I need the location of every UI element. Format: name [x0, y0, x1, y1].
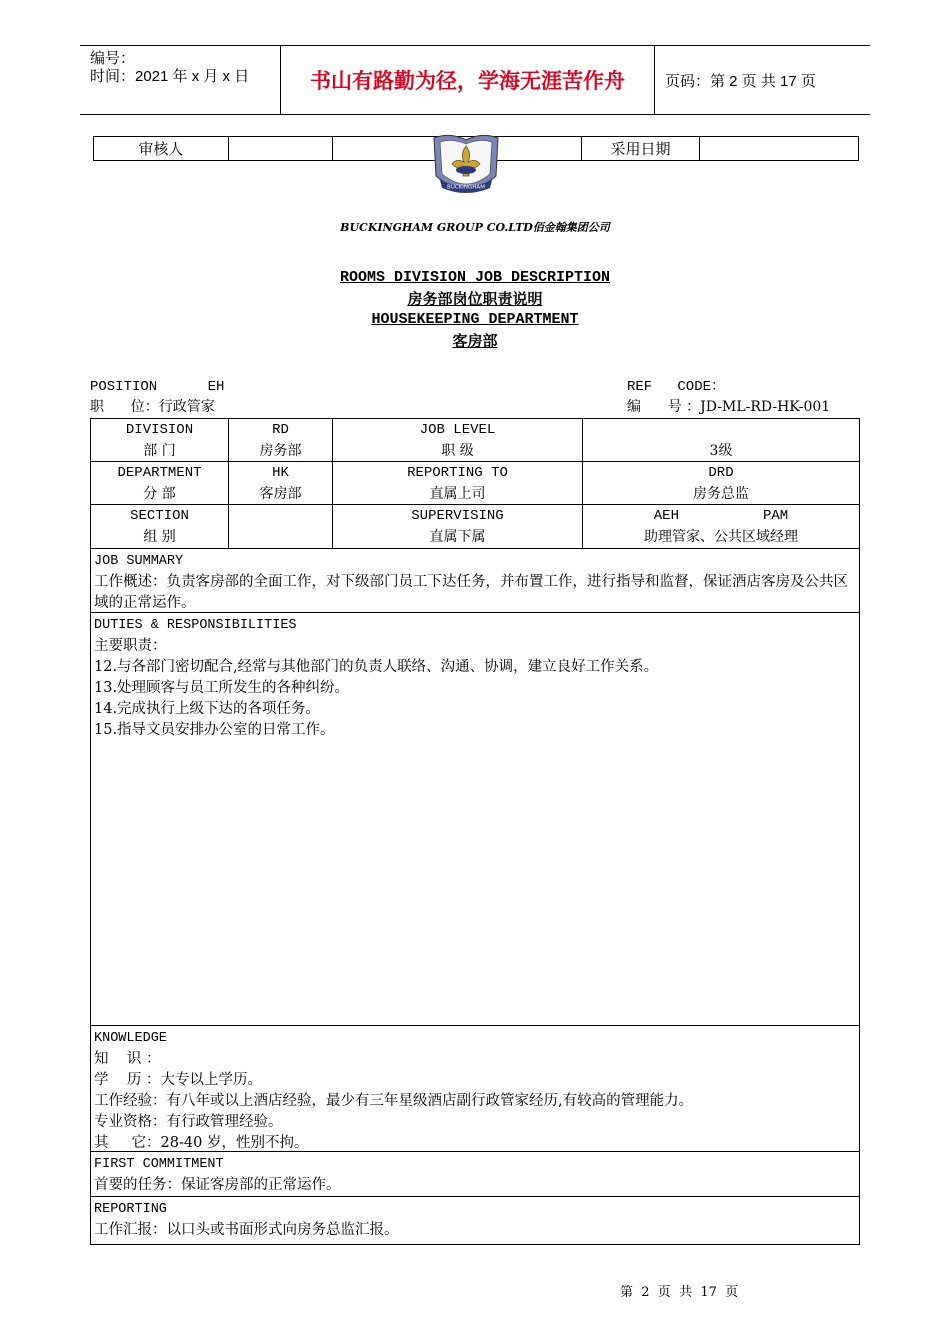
department-en: HOUSEKEEPING DEPARTMENT	[371, 311, 579, 328]
department-cn: 客房部	[452, 332, 498, 350]
motto: 书山有路勤为径，学海无涯苦作舟	[310, 70, 625, 93]
job-description-table	[90, 418, 860, 1245]
list-item: 15.指导文员安排办公室的日常工作。	[94, 722, 335, 738]
adopt-date-value	[700, 137, 859, 161]
list-item: 专业资格：有行政管理经验。	[94, 1114, 283, 1130]
list-item: 其 它：28-40 岁，性别不拘。	[94, 1135, 309, 1151]
ref-code-en: REF CODE：	[627, 379, 726, 395]
first-commitment-section	[91, 1152, 859, 1197]
table-row: SECTION 组 别 SUPERVISING 直属下属 AEH PAM 助理管家、公共区域经理	[91, 505, 859, 549]
list-item: 14.完成执行上级下达的各项任务。	[94, 701, 321, 717]
knowledge-section	[91, 1026, 859, 1152]
table-row: DEPARTMENT 分 部 HK 客房部 REPORTING TO 直属上司 DRD 房务总监	[91, 462, 859, 505]
reviewer-value	[228, 137, 333, 161]
page-footer: 第 2 页 共 17 页	[620, 1285, 739, 1300]
duties-section	[91, 613, 859, 1026]
page-label: 页码：第 2 页 共 17 页	[665, 72, 816, 90]
duties-heading: 主要职责：	[94, 638, 167, 654]
buckingham-logo-icon	[430, 130, 502, 202]
ref-code-cn: 编 号 ：JD-ML-RD-HK-001	[627, 399, 831, 415]
list-item: 工作经验：有八年或以上酒店经验，最少有三年星级酒店副行政管家经历,有较高的管理能力。	[94, 1093, 694, 1109]
reporting-label: REPORTING	[94, 1202, 167, 1217]
company-name: BUCKINGHAM GROUP CO.LTD佰金翰集团公司	[340, 221, 610, 234]
title-en: ROOMS DIVISION JOB DESCRIPTION	[339, 269, 611, 286]
first-commitment-text: 首要的任务：保证客房部的正常运作。	[94, 1177, 341, 1193]
header-left	[90, 50, 249, 86]
job-summary-section	[91, 549, 859, 613]
reviewer-label: 审核人	[94, 137, 229, 161]
table-row: DIVISION 部 门 RD 房务部 JOB LEVEL 职 级 3级	[91, 419, 859, 462]
logo-text: BUCKINGHAM	[447, 184, 485, 191]
list-item: 12.与各部门密切配合,经常与其他部门的负责人联络、沟通、协调，建立良好工作关系。	[94, 659, 659, 675]
list-item: 13.处理顾客与员工所发生的各种纠纷。	[94, 680, 350, 696]
first-commitment-label: FIRST COMMITMENT	[94, 1157, 224, 1172]
reporting-section	[91, 1197, 859, 1244]
adopt-date-label: 采用日期	[581, 137, 700, 161]
knowledge-heading: 知 识 ：	[94, 1051, 161, 1067]
list-item: 学 历 ：大专以上学历。	[94, 1072, 263, 1088]
job-summary-label: JOB SUMMARY	[94, 554, 184, 569]
page-header	[80, 45, 870, 115]
duties-label: DUTIES & RESPONSIBILITIES	[94, 618, 297, 633]
position-en: POSITION EH	[90, 379, 225, 395]
position-cn: 职 位：行政管家	[90, 399, 215, 415]
job-summary-text: 工作概述：负责客房部的全面工作，对下级部门员工下达任务，并布置工作，进行指导和监督，保证酒店客房及公共区域的正常运作。	[94, 574, 848, 611]
time-label: 时间：2021 年 x 月 x 日	[90, 68, 250, 85]
number-label: 编号：	[90, 50, 136, 67]
title-cn: 房务部岗位职责说明	[407, 290, 543, 308]
knowledge-label: KNOWLEDGE	[94, 1031, 167, 1046]
reporting-text: 工作汇报：以口头或书面形式向房务总监汇报。	[94, 1222, 399, 1238]
